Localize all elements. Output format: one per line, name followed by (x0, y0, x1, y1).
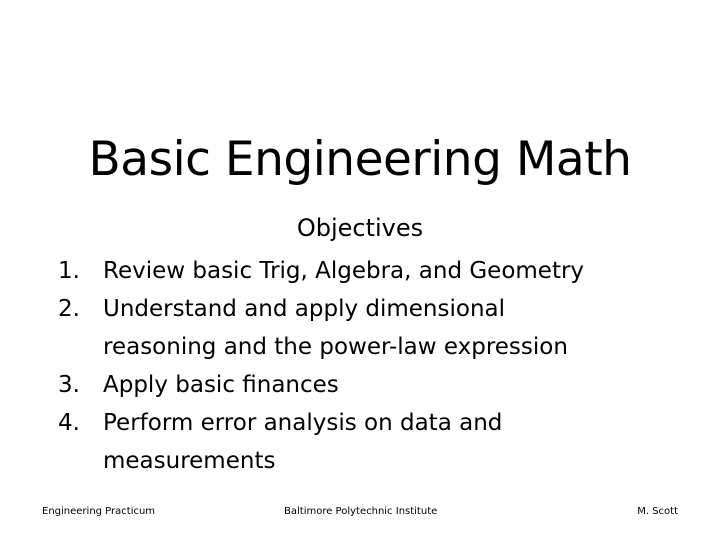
footer-right: M. Scott (637, 506, 678, 517)
objective-number: 2. (58, 296, 80, 322)
objective-text: Review basic Trig, Algebra, and Geometry (103, 258, 585, 284)
objective-number: 1. (58, 258, 80, 284)
objective-item (58, 290, 698, 366)
objective-item (58, 252, 698, 290)
footer-left: Engineering Practicum (42, 506, 156, 517)
slide-subtitle: Objectives (296, 214, 424, 242)
objective-item (58, 366, 698, 404)
footer-center: Baltimore Polytechnic Institute (284, 506, 438, 517)
objective-number: 4. (58, 410, 80, 436)
objective-text: Apply basic finances (103, 372, 339, 398)
objective-number: 3. (58, 372, 80, 398)
objective-item (58, 404, 698, 480)
objective-text: Perform error analysis on data and measurements (103, 410, 503, 474)
objective-text: Understand and apply dimensional reasoning and the power-law expression (103, 296, 568, 360)
objectives-list (58, 252, 698, 480)
slide-title: Basic Engineering Math (88, 132, 632, 187)
